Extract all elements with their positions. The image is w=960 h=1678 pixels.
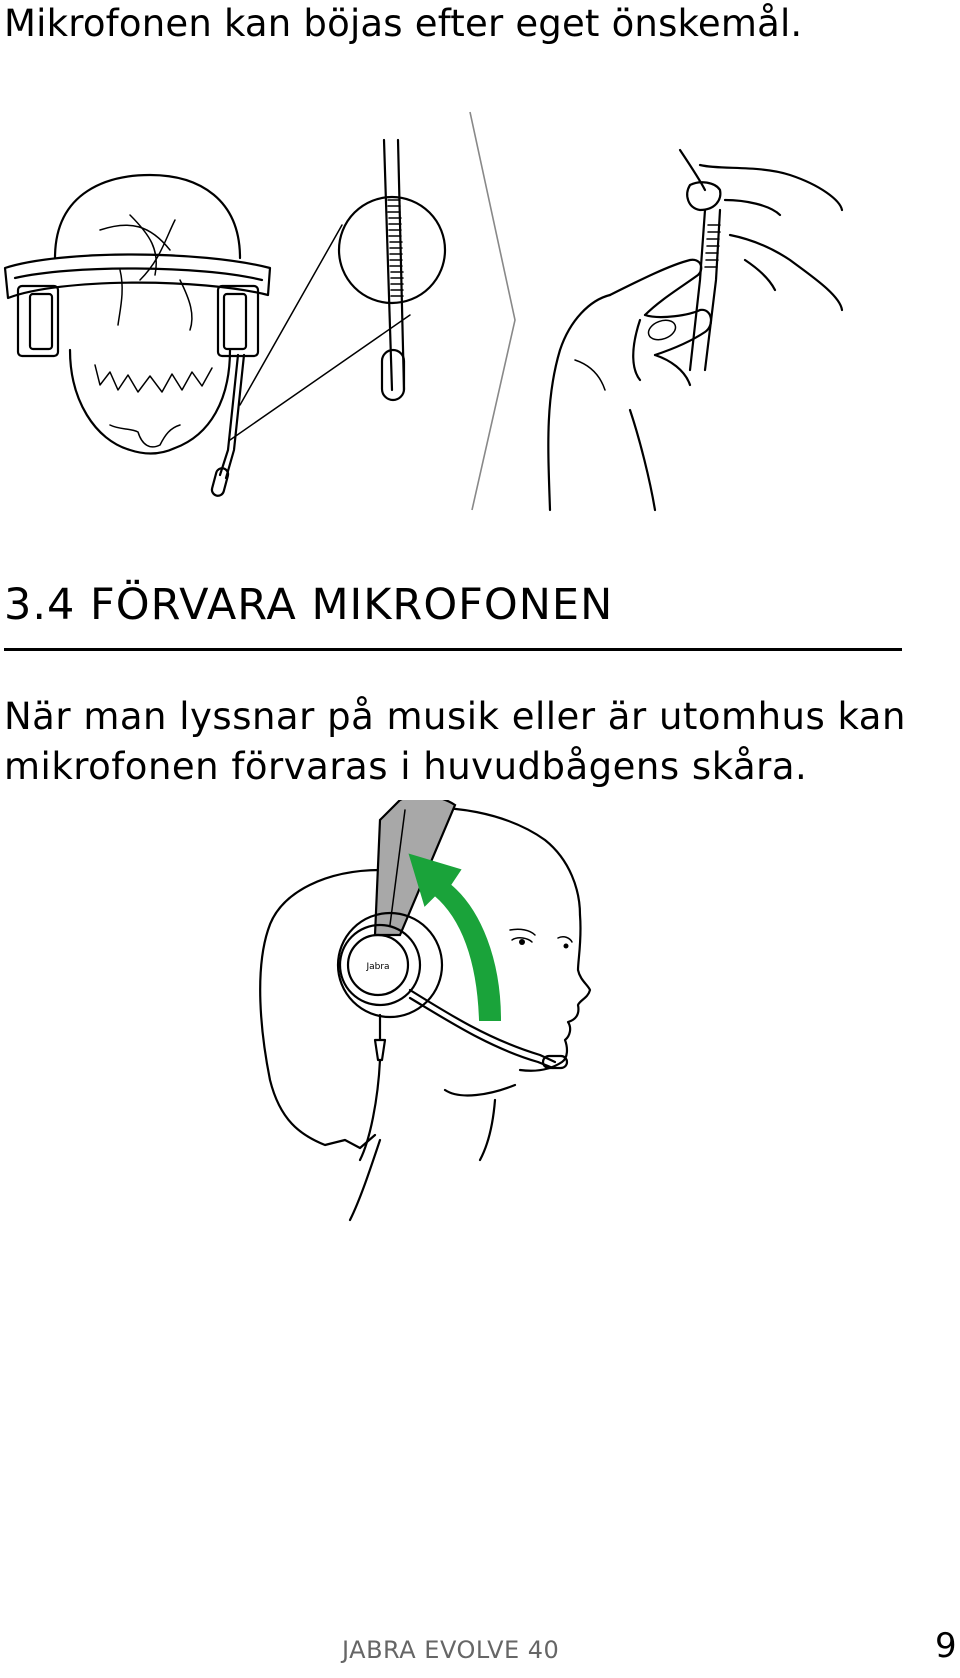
bend-microphone-illustration bbox=[0, 110, 920, 550]
section-body bbox=[4, 692, 906, 792]
footer-brand: JABRA EVOLVE 40 bbox=[342, 1636, 560, 1664]
body-line-2: mikrofonen förvaras i huvudbågens skåra. bbox=[4, 745, 808, 788]
heading-rule bbox=[4, 648, 902, 651]
intro-text: Mikrofonen kan böjas efter eget önskemål. bbox=[4, 2, 803, 45]
svg-text:Jabra: Jabra bbox=[366, 962, 390, 972]
body-line-1: När man lyssnar på musik eller är utomhus kan bbox=[4, 695, 906, 738]
page-number: 9 bbox=[935, 1626, 957, 1666]
section-heading: 3.4 FÖRVARA MIKROFONEN bbox=[4, 580, 614, 630]
store-microphone-illustration bbox=[250, 800, 630, 1260]
